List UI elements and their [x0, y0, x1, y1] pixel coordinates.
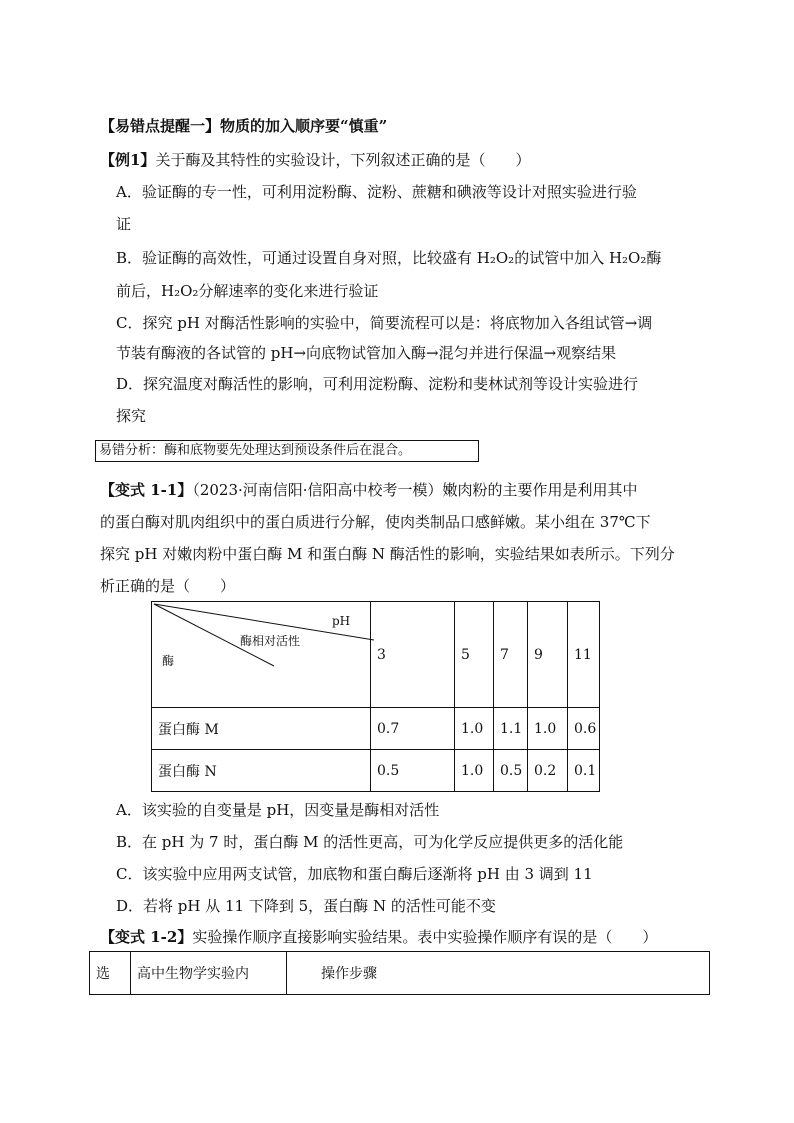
variant11-text1: （2023·河南信阳·信阳高中校考一模）嫩肉粉的主要作用是利用其中	[192, 481, 638, 499]
ph-header-cell: 3	[371, 602, 455, 708]
corner-ph-label: pH	[332, 614, 351, 628]
ph-header-cell: 7	[494, 602, 528, 708]
activity-cell: 0.1	[568, 750, 600, 792]
variant12-stem-line	[100, 927, 657, 947]
variant11-option-c: C．该实验中应用两支试管，加底物和蛋白酶后逐渐将 pH 由 3 调到 11	[116, 865, 593, 883]
enzyme-name-cell: 蛋白酶 N	[152, 750, 371, 792]
activity-cell: 0.2	[528, 750, 568, 792]
example1-label: 【例1】	[100, 151, 156, 169]
variant12-label: 【变式 1-2】	[100, 928, 193, 946]
variant11-line3: 探究 pH 对嫩肉粉中蛋白酶 M 和蛋白酶 N 酶活性的影响，实验结果如表所示。下列分	[100, 545, 675, 563]
variant11-option-a: A．该实验的自变量是 pH，因变量是酶相对活性	[116, 801, 440, 819]
table-corner-cell	[152, 602, 371, 708]
example1-option-a-line1: A．验证酶的专一性，可利用淀粉酶、淀粉、蔗糖和碘液等设计对照实验进行验	[116, 183, 637, 201]
activity-cell: 1.0	[455, 750, 494, 792]
variant11-option-b: B．在 pH 为 7 时，蛋白酶 M 的活性更高，可为化学反应提供更多的活化能	[116, 833, 624, 851]
table-row	[152, 750, 600, 792]
error-analysis-box: 易错分析：酶和底物要先处理达到预设条件后在混合。	[95, 440, 479, 462]
example1-stem: 关于酶及其特性的实验设计，下列叙述正确的是（ ）	[155, 151, 531, 169]
enzyme-name-cell: 蛋白酶 M	[152, 708, 371, 750]
table-header-row	[152, 602, 600, 708]
ph-header-cell: 5	[455, 602, 494, 708]
header-cell-experiment: 高中生物学实验内	[131, 952, 287, 995]
example1-option-b-line1: B．验证酶的高效性，可通过设置自身对照，比较盛有 H₂O₂的试管中加入 H₂O₂酶	[116, 249, 662, 267]
enzyme-activity-table	[151, 601, 600, 792]
activity-cell: 0.6	[568, 708, 600, 750]
example1-option-c-line1: C．探究 pH 对酶活性影响的实验中，简要流程可以是：将底物加入各组试管→调	[116, 314, 653, 332]
ph-header-cell: 9	[528, 602, 568, 708]
example1-option-a-line2: 证	[116, 215, 132, 233]
corner-activity-label: 酶相对活性	[240, 634, 301, 648]
activity-cell: 1.1	[494, 708, 528, 750]
variant11-line2: 的蛋白酶对肌肉组织中的蛋白质进行分解，使肉类制品口感鲜嫩。某小组在 37℃下	[100, 513, 651, 531]
header-cell-option: 选	[90, 952, 131, 995]
example1-option-d-line1: D．探究温度对酶活性的影响，可利用淀粉酶、淀粉和斐林试剂等设计实验进行	[116, 375, 639, 393]
example1-option-d-line2: 探究	[116, 407, 147, 425]
variant11-line4: 析正确的是（ ）	[100, 577, 236, 595]
corner-enzyme-label: 酶	[162, 654, 175, 668]
variant11-line1	[100, 480, 638, 500]
example1-option-c-line2: 节装有酶液的各试管的 pH→向底物试管加入酶→混匀并进行保温→观察结果	[116, 344, 617, 362]
variant11-option-d: D．若将 pH 从 11 下降到 5，蛋白酶 N 的活性可能不变	[116, 897, 496, 915]
activity-cell: 0.5	[494, 750, 528, 792]
experiment-order-table	[89, 951, 710, 995]
tip-title: 【易错点提醒一】物质的加入顺序要“慎重”	[100, 117, 388, 135]
example1-option-b-line2: 前后，H₂O₂分解速率的变化来进行验证	[116, 282, 379, 300]
activity-cell: 0.7	[371, 708, 455, 750]
activity-cell: 0.5	[371, 750, 455, 792]
activity-cell: 1.0	[455, 708, 494, 750]
example1-stem-line	[100, 150, 530, 170]
variant12-stem: 实验操作顺序直接影响实验结果。表中实验操作顺序有误的是（ ）	[192, 928, 658, 946]
variant11-label: 【变式 1-1】	[100, 481, 193, 499]
header-cell-steps: 操作步骤	[287, 952, 710, 995]
ph-header-cell: 11	[568, 602, 600, 708]
table-header-row	[90, 952, 710, 995]
activity-cell: 1.0	[528, 708, 568, 750]
table-row	[152, 708, 600, 750]
